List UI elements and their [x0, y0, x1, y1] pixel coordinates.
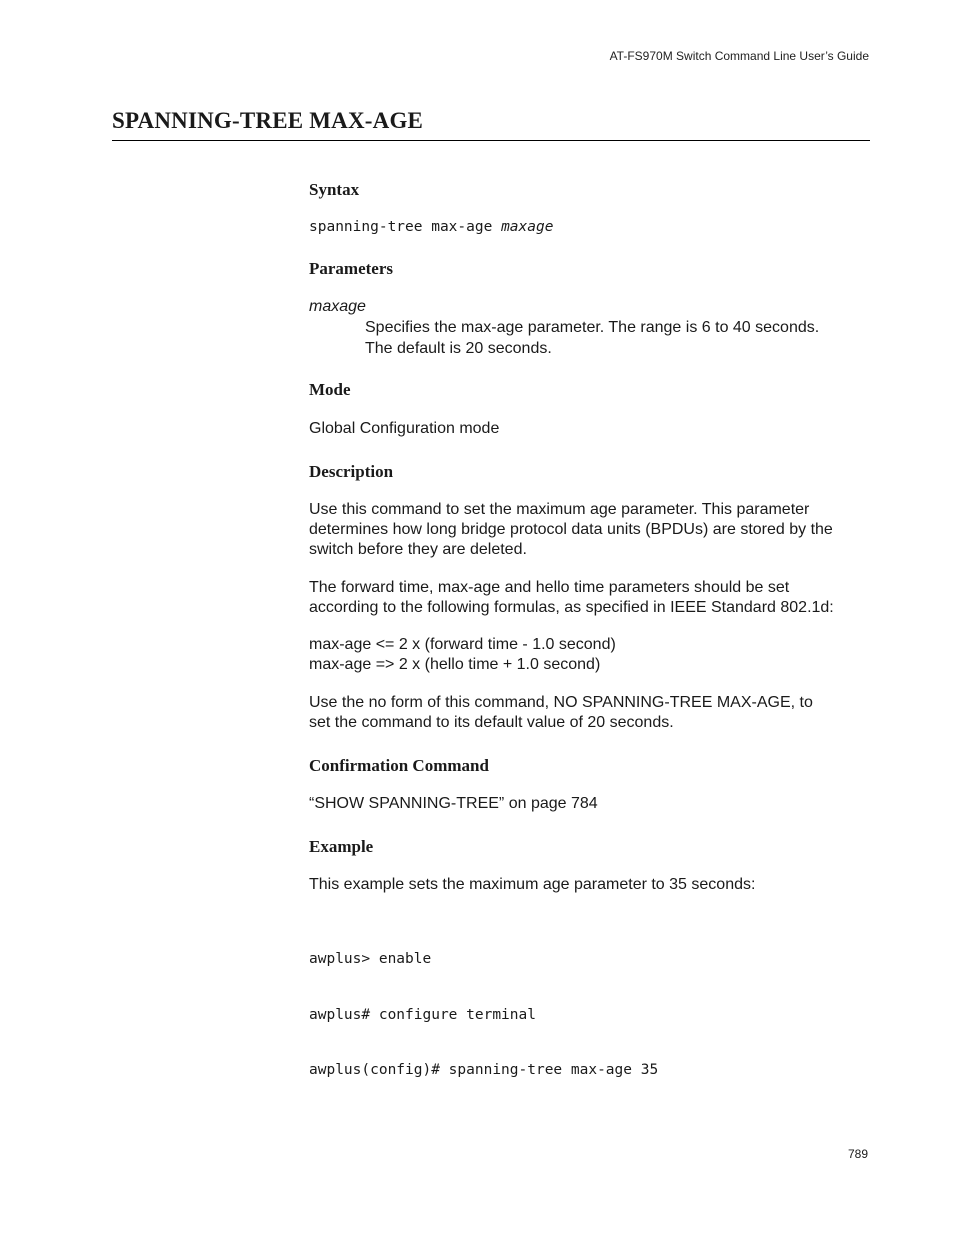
code-line: awplus> enable — [309, 951, 432, 967]
parameters-heading: Parameters — [309, 259, 394, 278]
page-title: SPANNING-TREE MAX-AGE — [112, 108, 424, 133]
formula-line: max-age <= 2 x (forward time - 1.0 second) — [309, 636, 616, 653]
confirmation-link[interactable]: “SHOW SPANNING-TREE” on page 784 — [309, 795, 598, 812]
example-code — [309, 913, 658, 1117]
example-text: This example sets the maximum age parameter to 35 seconds: — [309, 876, 756, 893]
text-line: determines how long bridge protocol data units (BPDUs) are stored by the — [309, 521, 833, 538]
page-number: 789 — [847, 1147, 868, 1161]
example-heading: Example — [309, 837, 374, 856]
mode-text: Global Configuration mode — [309, 420, 500, 437]
parameter-desc-line-1: Specifies the max-age parameter. The range is 6 to 40 seconds. — [365, 319, 820, 336]
formulas — [309, 635, 874, 675]
description-para-3 — [309, 693, 874, 733]
running-header: AT-FS970M Switch Command Line User’s Guide — [609, 49, 869, 63]
description-para-1 — [309, 500, 874, 560]
text-line: according to the following formulas, as specified in IEEE Standard 802.1d: — [309, 599, 834, 616]
syntax-arg: maxage — [501, 219, 554, 235]
text-line: The forward time, max-age and hello time parameters should be set — [309, 579, 790, 596]
code-line: awplus# configure terminal — [309, 1006, 536, 1023]
syntax-command — [309, 218, 553, 237]
description-para-2 — [309, 578, 874, 618]
syntax-heading: Syntax — [309, 180, 360, 199]
confirmation-heading: Confirmation Command — [309, 756, 489, 775]
mode-heading: Mode — [309, 380, 351, 399]
description-heading: Description — [309, 462, 394, 481]
code-line: awplus(config)# spanning-tree max-age 35 — [309, 1062, 659, 1078]
text-line: Use the no form of this command, NO SPANNING-TREE MAX-AGE, to — [309, 694, 813, 711]
syntax-command-text: spanning-tree max-age — [309, 219, 502, 235]
text-line: switch before they are deleted. — [309, 541, 527, 558]
text-line: Use this command to set the maximum age parameter. This parameter — [309, 501, 810, 518]
text-line: set the command to its default value of 20 seconds. — [309, 714, 674, 731]
formula-line: max-age => 2 x (hello time + 1.0 second) — [309, 656, 601, 673]
parameter-desc-line-2: The default is 20 seconds. — [365, 340, 552, 357]
parameter-name: maxage — [309, 298, 366, 315]
title-rule — [112, 140, 870, 141]
